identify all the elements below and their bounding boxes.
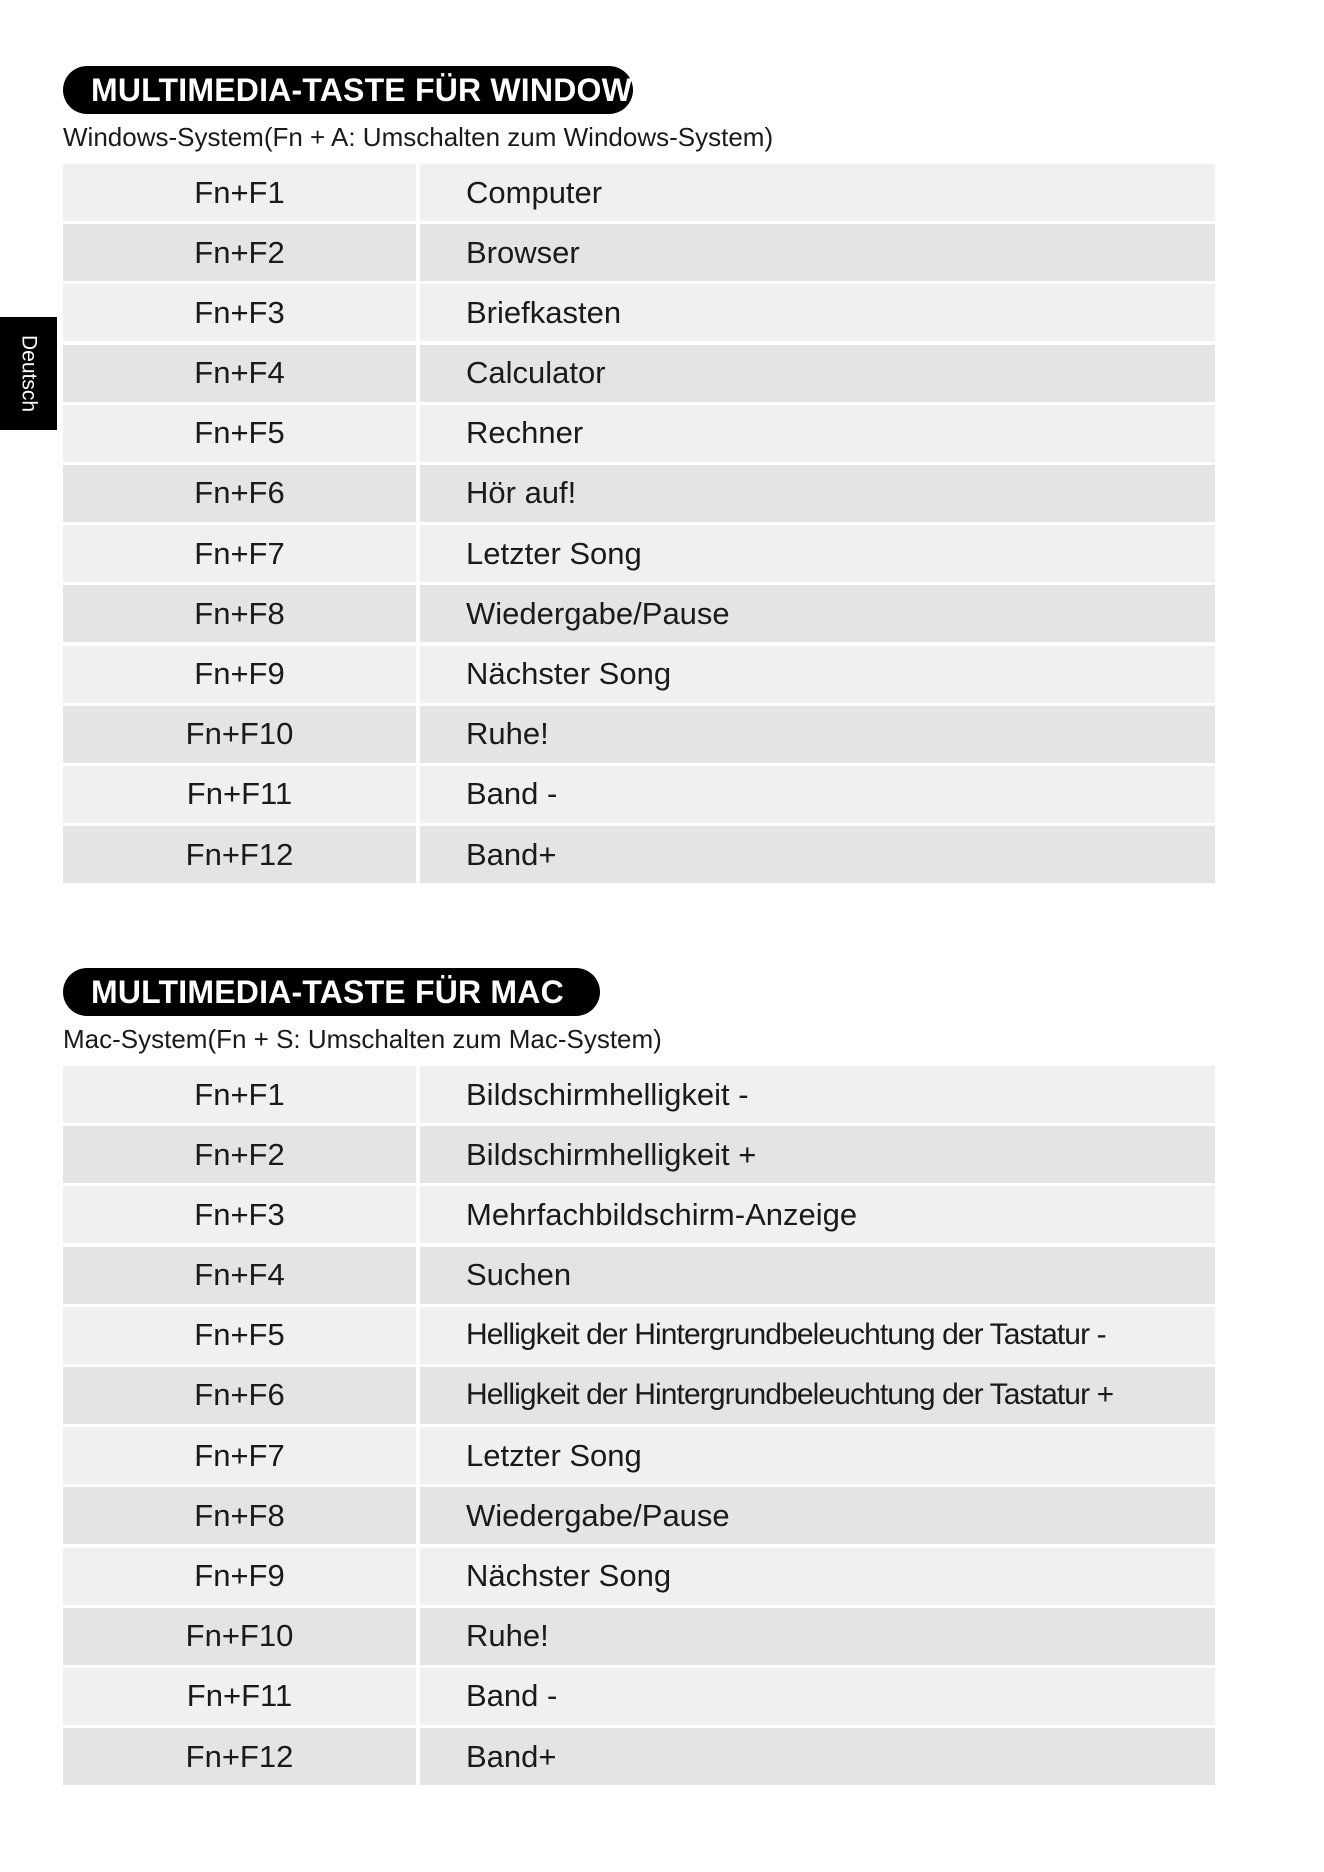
shortcut-key-cell: Fn+F12 <box>63 826 416 883</box>
mac-section <box>63 968 1215 1788</box>
mac-table-row <box>63 1186 1215 1243</box>
windows-table-row <box>63 585 1215 642</box>
mac-table-row <box>63 1548 1215 1605</box>
function-cell: Band+ <box>420 1728 1215 1785</box>
shortcut-key-cell: Fn+F5 <box>63 1307 416 1364</box>
mac-table-row <box>63 1608 1215 1665</box>
mac-subtitle: Mac-System(Fn + S: Umschalten zum Mac-System) <box>63 1024 662 1054</box>
shortcut-key-cell: Fn+F11 <box>63 1668 416 1725</box>
windows-table-row <box>63 405 1215 462</box>
function-cell: Helligkeit der Hintergrundbeleuchtung der Tastatur + <box>420 1367 1215 1424</box>
mac-table-row <box>63 1126 1215 1183</box>
language-tab <box>0 317 57 430</box>
shortcut-key-cell: Fn+F1 <box>63 1066 416 1123</box>
function-cell: Band - <box>420 766 1215 823</box>
windows-table-row <box>63 706 1215 763</box>
function-cell: Rechner <box>420 405 1215 462</box>
windows-table-row <box>63 766 1215 823</box>
windows-section <box>63 66 1215 886</box>
shortcut-key-cell: Fn+F10 <box>63 706 416 763</box>
windows-table-row <box>63 164 1215 221</box>
shortcut-key-cell: Fn+F8 <box>63 1487 416 1544</box>
windows-table-row <box>63 224 1215 281</box>
mac-table-row <box>63 1668 1215 1725</box>
function-cell: Bildschirmhelligkeit + <box>420 1126 1215 1183</box>
shortcut-key-cell: Fn+F5 <box>63 405 416 462</box>
function-cell: Nächster Song <box>420 1548 1215 1605</box>
function-cell: Band+ <box>420 826 1215 883</box>
windows-table-row <box>63 345 1215 402</box>
mac-table-row <box>63 1307 1215 1364</box>
shortcut-key-cell: Fn+F2 <box>63 1126 416 1183</box>
shortcut-key-cell: Fn+F9 <box>63 1548 416 1605</box>
shortcut-key-cell: Fn+F7 <box>63 525 416 582</box>
shortcut-key-cell: Fn+F8 <box>63 585 416 642</box>
windows-table-row <box>63 826 1215 883</box>
shortcut-key-cell: Fn+F4 <box>63 1247 416 1304</box>
shortcut-key-cell: Fn+F11 <box>63 766 416 823</box>
function-cell: Briefkasten <box>420 284 1215 341</box>
function-cell: Computer <box>420 164 1215 221</box>
function-cell: Bildschirmhelligkeit - <box>420 1066 1215 1123</box>
shortcut-key-cell: Fn+F4 <box>63 345 416 402</box>
mac-table-row <box>63 1066 1215 1123</box>
shortcut-key-cell: Fn+F7 <box>63 1427 416 1484</box>
function-cell: Hör auf! <box>420 465 1215 522</box>
mac-table-row <box>63 1728 1215 1785</box>
mac-table-row <box>63 1427 1215 1484</box>
function-cell: Letzter Song <box>420 1427 1215 1484</box>
windows-table-row <box>63 525 1215 582</box>
function-cell: Ruhe! <box>420 706 1215 763</box>
shortcut-key-cell: Fn+F2 <box>63 224 416 281</box>
function-cell: Wiedergabe/Pause <box>420 585 1215 642</box>
function-cell: Helligkeit der Hintergrundbeleuchtung der Tastatur - <box>420 1307 1215 1364</box>
function-cell: Mehrfachbildschirm-Anzeige <box>420 1186 1215 1243</box>
windows-heading: MULTIMEDIA-TASTE FÜR WINDOWS <box>63 66 633 114</box>
mac-table-row <box>63 1487 1215 1544</box>
function-cell: Band - <box>420 1668 1215 1725</box>
windows-subtitle: Windows-System(Fn + A: Umschalten zum Windows-System) <box>63 122 774 152</box>
windows-table-row <box>63 465 1215 522</box>
windows-key-table <box>63 164 1215 883</box>
function-cell: Suchen <box>420 1247 1215 1304</box>
function-cell: Ruhe! <box>420 1608 1215 1665</box>
mac-key-table <box>63 1066 1215 1785</box>
shortcut-key-cell: Fn+F10 <box>63 1608 416 1665</box>
function-cell: Calculator <box>420 345 1215 402</box>
shortcut-key-cell: Fn+F12 <box>63 1728 416 1785</box>
function-cell: Browser <box>420 224 1215 281</box>
shortcut-key-cell: Fn+F3 <box>63 1186 416 1243</box>
function-cell: Wiedergabe/Pause <box>420 1487 1215 1544</box>
windows-table-row <box>63 284 1215 341</box>
shortcut-key-cell: Fn+F1 <box>63 164 416 221</box>
mac-table-row <box>63 1367 1215 1424</box>
function-cell: Letzter Song <box>420 525 1215 582</box>
language-tab-label: Deutsch <box>17 334 41 413</box>
shortcut-key-cell: Fn+F6 <box>63 465 416 522</box>
shortcut-key-cell: Fn+F6 <box>63 1367 416 1424</box>
shortcut-key-cell: Fn+F3 <box>63 284 416 341</box>
mac-table-row <box>63 1247 1215 1304</box>
windows-table-row <box>63 646 1215 703</box>
shortcut-key-cell: Fn+F9 <box>63 646 416 703</box>
mac-heading: MULTIMEDIA-TASTE FÜR MAC <box>63 968 600 1016</box>
function-cell: Nächster Song <box>420 646 1215 703</box>
